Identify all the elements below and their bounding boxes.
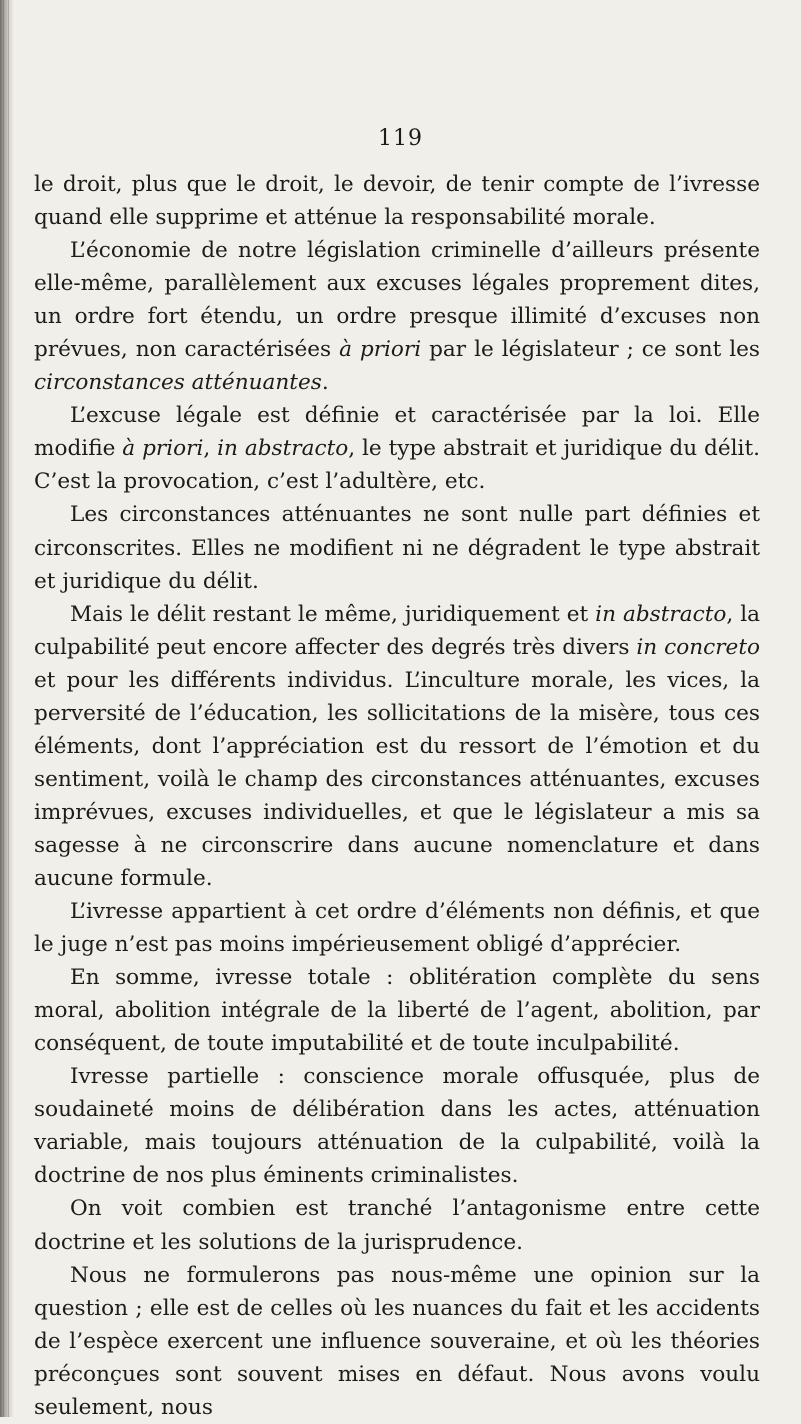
paragraph [34,234,760,399]
text-run: . [321,370,329,396]
text-run: Nous ne formulerons pas nous-même une opinion sur la question ; elle est de celles où les nuances du fait et les accidents de l’espèce exercent une influence souveraine, et où les théories préconçues sont souvent mises en défaut. Nous avons voulu seulement, nous [34,1262,760,1420]
text-run: par le législateur ; ce sont les [421,337,760,363]
italic-term: in concreto [636,634,760,660]
paragraph [34,1259,760,1424]
text-run: , la culpabilité peut encore affecter des degrés très divers [34,601,760,660]
paragraph [34,895,760,961]
paragraph [34,498,760,597]
text-run: le droit, plus que le droit, le devoir, de tenir compte de l’ivresse quand elle supprime et atténue la responsabilité morale. [34,172,760,231]
text-run: L’excuse légale est définie et caractérisée par la loi. Elle modifie [34,403,760,462]
text-run: et pour les différents individus. L’inculture morale, les vices, la perversité de l’éducation, les sollicitations de la misère, tous ces éléments, dont l’appréciation est du ressort de l’émotion et du sentiment, voilà le champ des circonstances atténuantes, excuses imprévues, excuses individuelles, et que le législateur a mis sa sagesse à ne circonscrire dans aucune nomenclature et dans aucune formule. [34,667,760,891]
italic-term: circonstances atténuantes [34,370,322,396]
page-edge-line [3,0,4,1417]
text-run: L’ivresse appartient à cet ordre d’éléments non définis, et que le juge n’est pas moins impérieusement obligé d’apprécier. [34,899,760,958]
text-run: Mais le délit restant le même, juridiquement et [70,601,596,627]
text-run: Ivresse partielle : conscience morale offusquée, plus de soudaineté moins de délibération dans les actes, atténuation variable, mais toujours atténuation de la culpabilité, voilà la doctrine de nos plus éminents criminalistes. [34,1064,760,1189]
text-run: Les circonstances atténuantes ne sont nulle part définies et circonscrites. Elles ne modifient ni ne dégradent le type abstrait et juridique du délit. [34,502,760,594]
italic-term: in abstracto [595,601,727,627]
paragraph [34,1060,760,1192]
text-run: On voit combien est tranché l’antagonisme entre cette doctrine et les solutions de la jurisprudence. [34,1196,760,1255]
text-run: , le type abstrait et juridique du délit. C’est la provocation, c’est l’adultère, etc. [34,436,760,495]
italic-term: à priori [122,436,204,462]
paragraph [34,168,760,234]
page-edge-line [8,0,9,1417]
italic-term: à priori [339,337,422,363]
text-run: En somme, ivresse totale : oblitération complète du sens moral, abolition intégrale de la liberté de l’agent, abolition, par conséquent, de toute imputabilité et de toute inculpabilité. [34,965,760,1057]
text-run: L’économie de notre législation criminelle d’ailleurs présente elle-même, parallèlement aux excuses légales proprement dites, un ordre fort étendu, un ordre presque illimité d’excuses non prévues, non caractérisées [34,238,760,363]
page-number: 119 [378,126,423,151]
body-text [34,168,760,1424]
text-run: , [203,436,218,462]
paragraph [34,598,760,895]
italic-term: in abstracto [217,436,349,462]
paragraph [34,1192,760,1258]
paragraph [34,961,760,1060]
paragraph [34,399,760,498]
